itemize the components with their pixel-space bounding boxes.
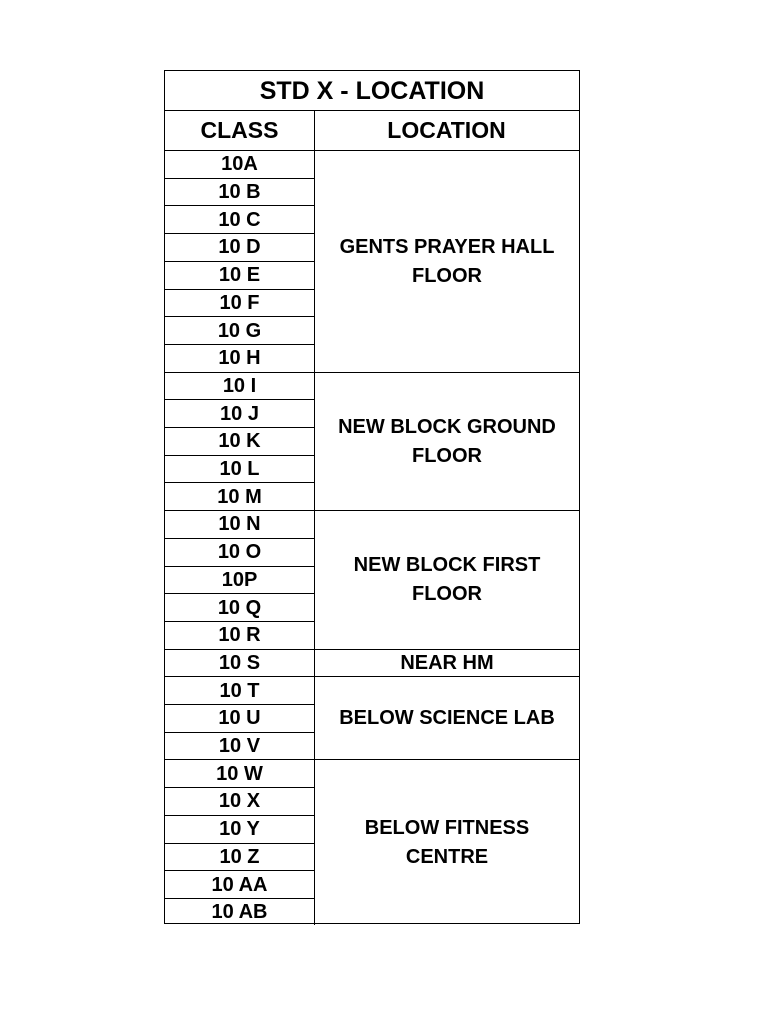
class-cell: 10 B: [218, 181, 261, 204]
class-row-divider: [165, 649, 314, 650]
class-cell: 10 X: [218, 790, 261, 813]
class-column-header: CLASS: [200, 117, 279, 144]
class-row-divider: [165, 482, 314, 483]
class-cell: 10 W: [216, 762, 263, 785]
class-row-divider: [165, 289, 314, 290]
location-group-divider: [314, 759, 579, 760]
class-cell: 10 AB: [211, 901, 268, 924]
class-cell: 10 U: [218, 707, 261, 730]
class-cell: 10 R: [218, 624, 261, 647]
location-cell: NEW BLOCK GROUND FLOOR: [338, 415, 556, 467]
class-row-divider: [165, 898, 314, 899]
column-divider: [314, 111, 315, 925]
class-row-divider: [165, 316, 314, 317]
class-row-divider: [165, 759, 314, 760]
class-cell: 10 F: [219, 291, 260, 314]
location-cell: NEW BLOCK FIRST FLOOR: [353, 554, 541, 606]
class-row-divider: [165, 261, 314, 262]
class-cell: 10 Q: [217, 596, 262, 619]
class-row-divider: [165, 621, 314, 622]
class-row-divider: [165, 843, 314, 844]
class-row-divider: [165, 399, 314, 400]
class-cell: 10 Z: [219, 845, 260, 868]
location-cell: NEAR HM: [400, 651, 494, 674]
location-cell: GENTS PRAYER HALL FLOOR: [339, 235, 555, 287]
class-row-divider: [165, 732, 314, 733]
class-row-divider: [165, 704, 314, 705]
location-group-divider: [314, 676, 579, 677]
class-cell: 10 T: [219, 679, 260, 702]
location-group-divider: [314, 372, 579, 373]
class-row-divider: [165, 372, 314, 373]
class-cell: 10 V: [218, 735, 261, 758]
table-title: STD X - LOCATION: [259, 76, 485, 105]
class-row-divider: [165, 205, 314, 206]
class-row-divider: [165, 344, 314, 345]
class-row-divider: [165, 178, 314, 179]
class-row-divider: [165, 510, 314, 511]
class-row-divider: [165, 233, 314, 234]
location-group-divider: [314, 510, 579, 511]
class-cell: 10 M: [217, 485, 262, 508]
class-cell: 10 I: [222, 374, 257, 397]
title-divider: [165, 110, 579, 111]
class-cell: 10 S: [218, 651, 261, 674]
class-row-divider: [165, 870, 314, 871]
class-row-divider: [165, 455, 314, 456]
class-cell: 10 Y: [219, 818, 260, 841]
class-cell: 10P: [221, 568, 258, 591]
class-cell: 10 G: [217, 319, 262, 342]
class-cell: 10 K: [218, 430, 261, 453]
class-cell: 10A: [221, 153, 258, 176]
class-cell: 10 L: [219, 458, 260, 481]
header-divider: [165, 150, 579, 151]
class-row-divider: [165, 538, 314, 539]
class-cell: 10 AA: [211, 873, 268, 896]
location-table: [164, 70, 580, 924]
location-group-divider: [314, 649, 579, 650]
class-cell: 10 D: [218, 236, 261, 259]
class-row-divider: [165, 787, 314, 788]
class-cell: 10 C: [218, 208, 261, 231]
class-cell: 10 E: [218, 264, 261, 287]
class-row-divider: [165, 815, 314, 816]
class-cell: 10 O: [217, 541, 262, 564]
class-row-divider: [165, 593, 314, 594]
location-column-header: LOCATION: [387, 117, 506, 144]
class-cell: 10 N: [218, 513, 261, 536]
location-cell: BELOW FITNESS CENTRE: [364, 817, 530, 869]
class-row-divider: [165, 676, 314, 677]
class-cell: 10 H: [218, 347, 261, 370]
class-cell: 10 J: [220, 402, 259, 425]
location-cell: BELOW SCIENCE LAB: [339, 707, 555, 730]
class-row-divider: [165, 427, 314, 428]
class-row-divider: [165, 566, 314, 567]
